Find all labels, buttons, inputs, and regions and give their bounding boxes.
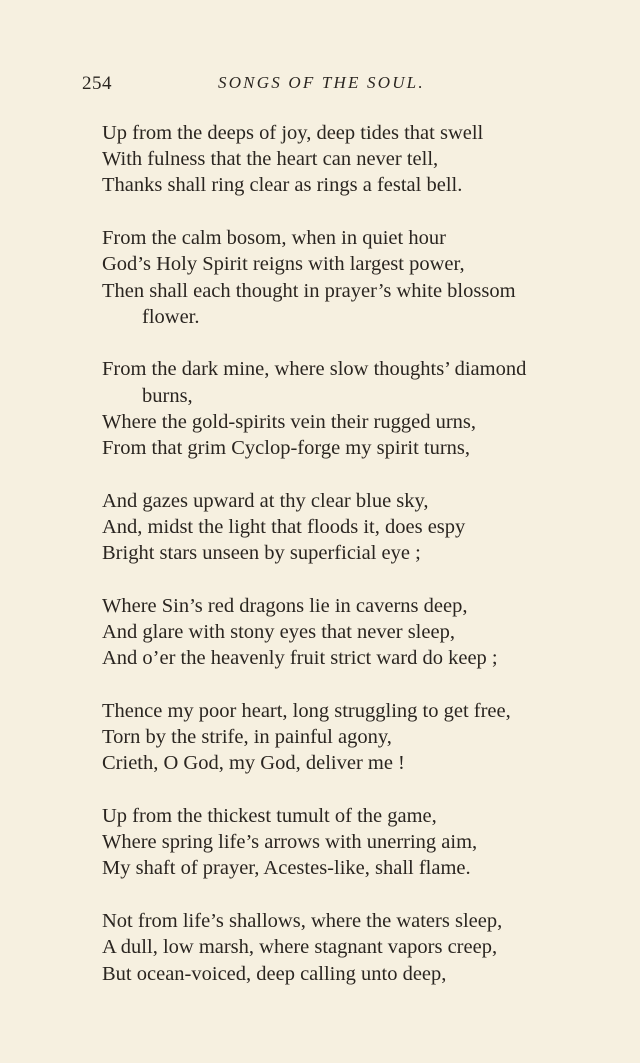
poem-line: Thanks shall ring clear as rings a festal bell.: [102, 174, 463, 197]
stanza: [102, 120, 622, 199]
stanza: [102, 356, 622, 461]
poem-line: Crieth, O God, my God, deliver me !: [102, 752, 405, 775]
poem-line: And, midst the light that floods it, does espy: [102, 515, 466, 538]
poem-line: From the dark mine, where slow thoughts’ diamond: [102, 358, 527, 381]
poem-line: With fulness that the heart can never tell,: [102, 148, 439, 171]
poem-line: A dull, low marsh, where stagnant vapors creep,: [102, 936, 498, 959]
poem-line: Where the gold-spirits vein their rugged urns,: [102, 410, 477, 433]
poem-line: Up from the thickest tumult of the game,: [102, 805, 437, 828]
poem-line: But ocean-voiced, deep calling unto deep,: [102, 962, 447, 985]
page-number: 254: [82, 73, 112, 94]
poem-line: Torn by the strife, in painful agony,: [102, 726, 392, 749]
poem-line: From the calm bosom, when in quiet hour: [102, 227, 446, 250]
poem-line: Bright stars unseen by superficial eye ;: [102, 542, 421, 565]
poem-line: Not from life’s shallows, where the waters sleep,: [102, 910, 503, 933]
stanza: [102, 225, 622, 330]
running-head: [82, 73, 462, 101]
poem-line: Thence my poor heart, long struggling to get free,: [102, 699, 511, 722]
poem-line: My shaft of prayer, Acestes-like, shall flame.: [102, 857, 471, 880]
poem-line: Where Sin’s red dragons lie in caverns deep,: [102, 594, 468, 617]
stanza: [102, 593, 622, 672]
poem-line: And o’er the heavenly fruit strict ward do keep ;: [102, 647, 498, 670]
stanza: [102, 803, 622, 882]
poem-line: Then shall each thought in prayer’s white blossom: [102, 279, 516, 302]
poem-line: burns,: [142, 384, 193, 407]
poem-line: Where spring life’s arrows with unerring aim,: [102, 831, 478, 854]
stanza: [102, 908, 622, 987]
poem-line: God’s Holy Spirit reigns with largest power,: [102, 253, 465, 276]
poem-line: Up from the deeps of joy, deep tides that swell: [102, 122, 484, 144]
poem-line: flower.: [142, 305, 200, 328]
poem-body: [102, 120, 622, 1013]
book-title: SONGS OF THE SOUL.: [218, 73, 425, 92]
poem-line: And gazes upward at thy clear blue sky,: [102, 489, 429, 512]
stanza: [102, 698, 622, 777]
poem-line: And glare with stony eyes that never sleep,: [102, 621, 455, 644]
stanza: [102, 488, 622, 567]
poem-line: From that grim Cyclop-forge my spirit turns,: [102, 437, 471, 460]
